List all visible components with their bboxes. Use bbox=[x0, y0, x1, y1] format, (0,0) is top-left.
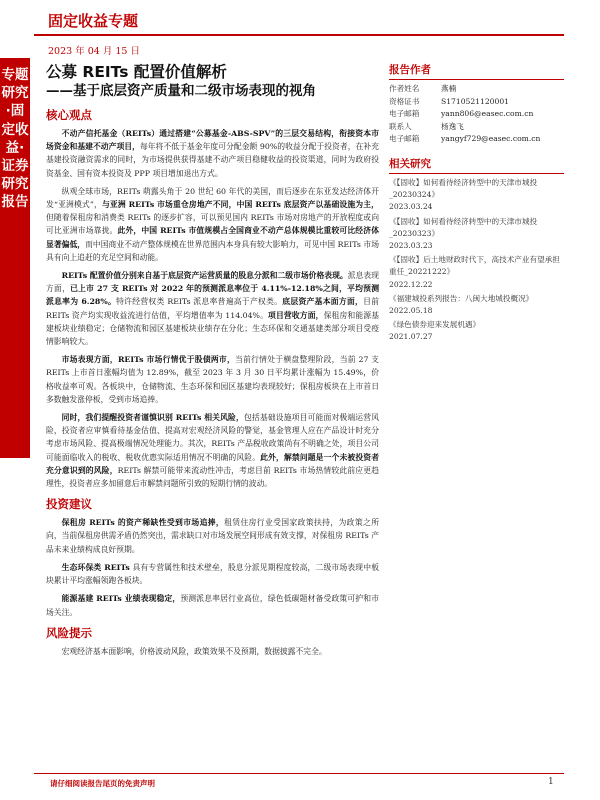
sidebar-label: 专题研究·固定收益·证券研究报告 bbox=[1, 67, 29, 211]
paragraph-5 bbox=[46, 411, 379, 490]
paragraph-7 bbox=[46, 561, 379, 587]
paragraph-4 bbox=[46, 353, 379, 406]
p7-text: 具有专营属性和技术壁垒，股息分派见期程度较高，二级市场表现中板块累计平均涨幅领跑各板块。 bbox=[46, 562, 379, 586]
p4-text: 当前行情处于横盘整理阶段，当前 27 支 REITs 上市首日涨幅均值为 12.89%，截至 2023 年 3 月 30 日平均累计涨幅为 15.49%，价格收益率可观。各板块中，仓储物流、生态环保和园区基建均表现较好；保租房板块在上市首日多数触发涨停板，受到市场追捧。 bbox=[46, 355, 379, 404]
p1-bold: 不动产信托基金（REITs）通过搭建“公募基金-ABS-SPV”的三层交易结构，衔接资本市场资金和基建不动产项目， bbox=[46, 129, 379, 152]
p5-bold-1: 同时，我们提醒投资者谨慎识别 REITs 相关风险， bbox=[61, 413, 244, 423]
report-date: 2023 年 04 月 15 日 bbox=[48, 46, 140, 57]
report-subtitle: ——基于底层资产质量和二级市场表现的视角 bbox=[46, 83, 316, 99]
author-label: 电子邮箱 bbox=[389, 134, 420, 144]
author-label: 电子邮箱 bbox=[389, 109, 420, 119]
sidebar-band bbox=[0, 58, 30, 458]
related-title: 《【固收】如何看待经济转型中的天津市城投_20230323》 bbox=[389, 216, 538, 238]
related-title: 《【固收】如何看待经济转型中的天津市城投_20230324》 bbox=[389, 177, 538, 200]
p3-bold-2: 已上市 27 支 REITs 对 2022 年的预测派息率位于 4.11%-12.18%之间，平均预测派息率为 6.28%。 bbox=[46, 284, 380, 307]
page-number: 1 bbox=[548, 777, 554, 787]
p6-text: 租赁住房行业受国家政策扶持，为政策之所向，当前保租房供需矛盾仍然突出，需求缺口对市场发展空间形成有效支撑，对保租房 REITs 产品未来业绩构成良好预期。 bbox=[46, 518, 379, 554]
author-value: 杨逸飞 bbox=[441, 121, 464, 131]
p3-text-d: 目前 REITs 资产均实现收益流进行估值，平均增值率为 114.04%。 bbox=[46, 297, 380, 320]
author-row bbox=[389, 121, 564, 134]
p5-bold-2: 此外，解禁问题是一个未被投资者充分意识到的风险， bbox=[46, 452, 379, 475]
author-row bbox=[389, 108, 564, 121]
p5-text-c: REITs 解禁可能带来流动性冲击，考虑目前 REITs 市场热情较此前应更趋理性，投资者应多加留意后市解禁问题所引致的短期行情的波动。 bbox=[46, 465, 379, 489]
author-row bbox=[389, 83, 564, 96]
related-title: 《绿色债券迎来发展机遇》 bbox=[389, 320, 481, 330]
p6-bold: 保租房 REITs 的资产稀缺性受到市场追捧， bbox=[61, 518, 225, 528]
p3-text-a: 派息表现方面， bbox=[46, 271, 379, 294]
related-item[interactable] bbox=[389, 319, 564, 343]
p2-text-a: 纵观全球市场，REITs 萌露头角于 20 世纪 60 年代的美国，而后逐步在东亚发达经济体开发“亚洲模式”， bbox=[46, 186, 379, 210]
author-value: 燕楠 bbox=[441, 84, 457, 93]
p2-text-d: 而中国商业不动产整体规模在世界范围内本身具有较大影响力，可见中国 REITs 市场具有向上追赶的充足空间和动能。 bbox=[46, 239, 380, 262]
paragraph-1 bbox=[46, 127, 379, 180]
author-email-link[interactable]: yann806@easec.com.cn bbox=[441, 109, 534, 119]
author-row bbox=[389, 133, 564, 146]
main-column bbox=[46, 62, 379, 663]
p5-text-a: 包括基础设施项目可能面对极端运营风险，投资者应审慎看待基金估值、提高对宏观经济风险的警觉，基金管理人应在产品设计时充分考虑市场风险、提高极端情况处理能力。其次，REITs 产品税收政策尚有不明确之处，项目公司可能面临收入的税收、税收优惠实际适用情况不明确的风险。 bbox=[46, 413, 379, 462]
p3-text-c: 特许经营权类 REITs 派息率普遍高于产权类。 bbox=[116, 297, 283, 307]
p8-text: 预测派息率居行业高位，绿色低碳题材备受政策可护和市场关注。 bbox=[46, 594, 379, 617]
side-column bbox=[389, 62, 564, 346]
report-title: 公募 REITs 配置价值解析 bbox=[46, 63, 227, 81]
paragraph-8 bbox=[46, 592, 379, 618]
p3-bold-1: REITs 配置价值分别来自基于底层资产运营质量的股息分派和二级市场价格表现。 bbox=[61, 271, 348, 281]
author-row bbox=[389, 96, 564, 109]
related-list bbox=[389, 177, 564, 344]
p2-bold-2: 此外，中国 REITs 市值规模占全国商业不动产总体规模比重较可比经济体显著偏低， bbox=[46, 226, 379, 249]
p3-bold-4: 项目营收方面， bbox=[268, 310, 324, 320]
footer-disclaimer: 请仔细阅读报告尾页的免责声明 bbox=[50, 779, 155, 788]
p1-text: 每年将不低于基金年度可分配金额 90%的收益分配于投资者，在补充基建投资融资需求的同时，为市场提供获得基建不动产项目稳健收益的投资渠道，同时为政府投资基金、国有资本投资及 PPP 项目增加退出方式。 bbox=[46, 142, 379, 178]
section-risk-warning: 风险提示 bbox=[46, 625, 92, 640]
author-value: S1710521120001 bbox=[441, 96, 510, 106]
related-date: 2023.03.24 bbox=[389, 202, 433, 212]
paragraph-3 bbox=[46, 269, 379, 348]
p4-bold-1: 市场表现方面，REITs 市场行情优于股债两市， bbox=[61, 355, 236, 365]
author-email-link[interactable]: yangyf729@easec.com.cn bbox=[441, 134, 541, 144]
author-label: 作者姓名 bbox=[389, 84, 420, 93]
p7-bold: 生态环保类 REITs bbox=[61, 562, 130, 572]
p2-bold-1: 与亚洲 REITs 市场重仓房地产不同，中国 REITs 底层资产以基础设施为主， bbox=[101, 200, 379, 210]
section-related-research: 相关研究 bbox=[389, 156, 564, 174]
section-core-views: 核心观点 bbox=[46, 108, 92, 122]
paragraph-6 bbox=[46, 516, 379, 556]
p2-text-c: 但随着保租房和消费类 REITs 的逐步扩容，可以预见国内 REITs 市场对房地产的开放程度或向可比亚洲市场靠拢。 bbox=[46, 213, 379, 236]
author-label: 联系人 bbox=[389, 121, 412, 131]
related-date: 2022.12.22 bbox=[389, 279, 433, 289]
paragraph-9: 宏观经济基本面影响，价格波动风险，政策效果不及预期，数据披露不完全。 bbox=[61, 646, 327, 656]
related-date: 2023.03.23 bbox=[389, 240, 433, 250]
related-date: 2022.05.18 bbox=[389, 306, 433, 315]
author-list bbox=[389, 83, 564, 146]
related-item[interactable] bbox=[389, 216, 564, 253]
paragraph-2 bbox=[46, 185, 379, 264]
header-divider bbox=[34, 34, 564, 36]
footer-divider bbox=[34, 773, 564, 774]
report-series: 固定收益专题 bbox=[48, 12, 139, 30]
related-item[interactable] bbox=[389, 293, 564, 317]
related-item[interactable] bbox=[389, 177, 564, 214]
p3-text-e: 保租房和能源基建板块业绩稳定；仓储物流和园区基建板块业绩存在分化；生态环保和交通基建类部分项目受疫情影响较大。 bbox=[46, 310, 380, 347]
section-investment-advice: 投资建议 bbox=[46, 497, 92, 512]
author-label: 资格证书 bbox=[389, 96, 420, 106]
related-title: 《【固收】后土地财政时代下，高技术产业有望承担重任_20221222》 bbox=[389, 255, 560, 277]
p3-bold-3: 底层资产基本面方面， bbox=[282, 297, 364, 307]
section-authors: 报告作者 bbox=[389, 62, 564, 80]
p8-bold: 能源基建 REITs 业绩表现稳定， bbox=[61, 594, 181, 604]
related-item[interactable] bbox=[389, 254, 564, 291]
related-date: 2021.07.27 bbox=[389, 332, 433, 342]
related-title: 《福建城投系列报告：八闽大地城投概况》 bbox=[389, 293, 534, 303]
